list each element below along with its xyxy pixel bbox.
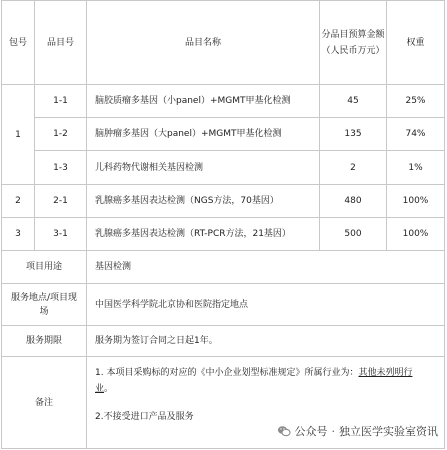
package-cell: 3 [2, 218, 35, 251]
period-label: 服务期限 [2, 326, 87, 357]
remark-line-1-prefix: 1. 本项目采购标的对应的《中小企业划型标准规定》所属行业为： [95, 368, 359, 378]
header-budget-line1: 分品目预算金额 [321, 29, 385, 40]
weight-cell: 100% [387, 185, 445, 218]
item-number-cell: 1-1 [35, 85, 87, 118]
amount-cell: 135 [320, 118, 387, 151]
header-budget-line2: （人民币万元） [321, 45, 385, 56]
period-row [2, 326, 445, 357]
item-name-cell: 脑胶质瘤多基因（小panel）+MGMT甲基化检测 [87, 85, 320, 118]
watermark-prefix: 公众号 [294, 425, 328, 438]
weight-cell: 1% [387, 151, 445, 185]
header-item-number: 品目号 [35, 1, 87, 85]
item-name-cell: 儿科药物代谢相关基因检测 [87, 151, 320, 185]
remark-line-1 [95, 365, 416, 397]
package-cell: 1 [2, 85, 35, 185]
table-row [2, 185, 445, 218]
weight-cell: 100% [387, 218, 445, 251]
item-number-cell: 1-2 [35, 118, 87, 151]
table-row [2, 85, 445, 118]
watermark-dot: · [331, 424, 335, 438]
amount-cell: 45 [320, 85, 387, 118]
purpose-label: 项目用途 [2, 251, 87, 284]
watermark [274, 420, 442, 442]
watermark-name: 独立医学实验室资讯 [339, 425, 438, 438]
wechat-icon [277, 424, 291, 438]
procurement-table [1, 0, 445, 449]
location-row [2, 284, 445, 326]
remark-label: 备注 [2, 357, 87, 449]
item-name-cell: 脑肿瘤多基因（大panel）+MGMT甲基化检测 [87, 118, 320, 151]
remark-line-1-suffix: 。 [104, 384, 114, 394]
table-row [2, 151, 445, 185]
table-row [2, 118, 445, 151]
amount-cell: 480 [320, 185, 387, 218]
header-budget-amount [320, 1, 387, 85]
period-value: 服务期为签订合同之日起1年。 [87, 326, 445, 357]
weight-cell: 74% [387, 118, 445, 151]
remark-line-2: 2.不接受进口产品及服务 [95, 412, 194, 422]
item-number-cell: 3-1 [35, 218, 87, 251]
purpose-row [2, 251, 445, 284]
purpose-value: 基因检测 [87, 251, 445, 284]
item-number-cell: 1-3 [35, 151, 87, 185]
header-row [2, 1, 445, 85]
item-number-cell: 2-1 [35, 185, 87, 218]
remark-industry: 其他未列明行业 [95, 368, 413, 394]
package-cell: 2 [2, 185, 35, 218]
item-name-cell: 乳腺癌多基因表达检测（NGS方法，70基因） [87, 185, 320, 218]
amount-cell: 500 [320, 218, 387, 251]
weight-cell: 25% [387, 85, 445, 118]
location-value: 中国医学科学院北京协和医院指定地点 [87, 284, 445, 326]
location-label: 服务地点/项目现场 [2, 284, 87, 326]
header-package: 包号 [2, 1, 35, 85]
header-weight: 权重 [387, 1, 445, 85]
amount-cell: 2 [320, 151, 387, 185]
item-name-cell: 乳腺癌多基因表达检测（RT-PCR方法，21基因） [87, 218, 320, 251]
header-item-name: 品目名称 [87, 1, 320, 85]
table-row [2, 218, 445, 251]
